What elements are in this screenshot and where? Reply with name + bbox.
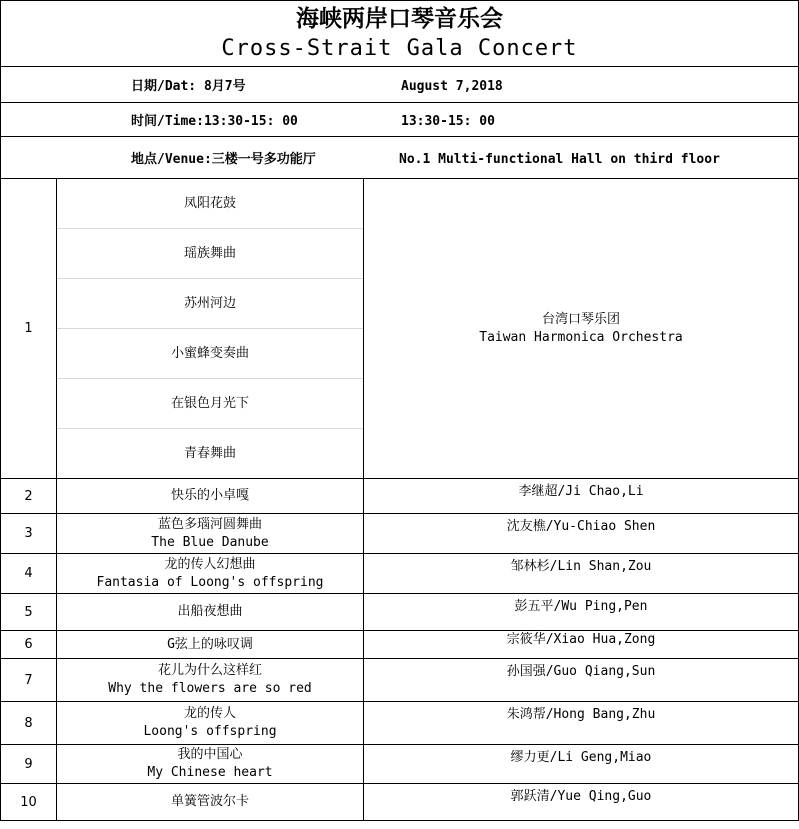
- piece-title: 龙的传人: [183, 706, 236, 721]
- piece-title: 出船夜想曲: [177, 604, 243, 619]
- program-row-7: [1, 659, 799, 702]
- piece-title: G弦上的咏叹调: [167, 636, 253, 652]
- program-row-6: [1, 631, 799, 659]
- piece-cell: [57, 659, 364, 702]
- program-number: 9: [1, 745, 57, 784]
- venue-cell: [1, 137, 799, 179]
- piece-title: 快乐的小卓嘎: [170, 488, 249, 503]
- date-label: 日期/Dat: 8月7号: [131, 79, 246, 94]
- piece-cell: [57, 784, 364, 821]
- performer-cell: [364, 594, 799, 631]
- piece-title-english: The Blue Danube: [151, 534, 269, 550]
- piece-title-english: Fantasia of Loong's offspring: [96, 574, 324, 590]
- piece-cell: [57, 594, 364, 631]
- piece-cell: [57, 631, 364, 659]
- piece-title-english: Why the flowers are so red: [108, 681, 312, 696]
- performer-cell: [364, 554, 799, 594]
- time-cell: [1, 103, 799, 137]
- performer-name: 沈友樵/Yu-Chiao Shen: [506, 519, 656, 534]
- performer-name: 郭跃清/Yue Qing,Guo: [510, 789, 652, 804]
- performer-cell: [364, 179, 799, 479]
- piece-cell: [57, 554, 364, 594]
- performer-name: 彭五平/Wu Ping,Pen: [514, 599, 648, 614]
- performer-cell: [364, 514, 799, 554]
- piece-title: 青春舞曲: [183, 445, 236, 461]
- program-number: 4: [1, 554, 57, 594]
- program-number: 10: [1, 784, 57, 821]
- date-cell: [1, 67, 799, 103]
- performer-cell: [364, 745, 799, 784]
- program-number: 5: [1, 594, 57, 631]
- program-number: 7: [1, 659, 57, 702]
- title-chinese: 海峡两岸口琴音乐会: [296, 5, 503, 32]
- piece-title: 瑶族舞曲: [57, 229, 363, 279]
- performer-name: 宗筱华/Xiao Hua,Zong: [506, 632, 656, 647]
- venue-row: [1, 137, 799, 179]
- performer-cell: [364, 659, 799, 702]
- piece-title: 我的中国心: [177, 747, 243, 762]
- piece-title: 蓝色多瑙河圆舞曲: [157, 516, 262, 532]
- piece-cell: [57, 745, 364, 784]
- program-row-9: [1, 745, 799, 784]
- piece-cell: [57, 479, 364, 514]
- program-row-3: [1, 514, 799, 554]
- title-row: [1, 1, 799, 67]
- time-row: [1, 103, 799, 137]
- venue-value: No.1 Multi-functional Hall on third floor: [399, 152, 720, 167]
- program-number: 6: [1, 631, 57, 659]
- piece-title: 小蜜蜂变奏曲: [57, 329, 363, 379]
- program-number: 1: [1, 179, 57, 479]
- performer-cell: [364, 702, 799, 745]
- piece-title: 花儿为什么这样红: [157, 663, 262, 678]
- piece-title: 在银色月光下: [57, 379, 363, 429]
- time-value: 13:30-15: 00: [401, 114, 495, 129]
- program-number: 3: [1, 514, 57, 554]
- performer-chinese: 台湾口琴乐团: [541, 311, 620, 327]
- performer-name: 朱鸿帮/Hong Bang,Zhu: [506, 707, 656, 722]
- program-row-1: [1, 179, 799, 479]
- program-row-5: [1, 594, 799, 631]
- title-english: Cross-Strait Gala Concert: [221, 35, 578, 61]
- piece-title: 苏州河边: [57, 279, 363, 329]
- title-cell: [1, 1, 799, 67]
- piece-title: 凤阳花鼓: [57, 179, 363, 229]
- program-row-8: [1, 702, 799, 745]
- venue-label: 地点/Venue:三楼一号多功能厅: [131, 152, 316, 167]
- program-row-2: [1, 479, 799, 514]
- piece-title: 龙的传人幻想曲: [164, 556, 256, 572]
- performer-cell: [364, 479, 799, 514]
- piece-list: [57, 179, 363, 478]
- piece-cell: [57, 514, 364, 554]
- program-row-10: [1, 784, 799, 821]
- performer-cell: [364, 631, 799, 659]
- performer-name: 孙国强/Guo Qiang,Sun: [506, 664, 656, 679]
- time-label: 时间/Time:13:30-15: 00: [131, 114, 298, 129]
- performer-name: 缪力更/Li Geng,Miao: [510, 750, 652, 765]
- program-number: 8: [1, 702, 57, 745]
- performer-name: 李继超/Ji Chao,Li: [518, 484, 644, 499]
- performer-cell: [364, 784, 799, 821]
- piece-cell: [57, 179, 364, 479]
- date-row: [1, 67, 799, 103]
- date-value: August 7,2018: [401, 79, 503, 94]
- piece-cell: [57, 702, 364, 745]
- performer-name: 邹林杉/Lin Shan,Zou: [510, 559, 652, 574]
- program-number: 2: [1, 479, 57, 514]
- performer-english: Taiwan Harmonica Orchestra: [479, 329, 683, 345]
- program-row-4: [1, 554, 799, 594]
- piece-title-english: My Chinese heart: [147, 765, 273, 780]
- piece-title-english: Loong's offspring: [143, 724, 277, 739]
- piece-title: 单簧管波尔卡: [170, 794, 249, 809]
